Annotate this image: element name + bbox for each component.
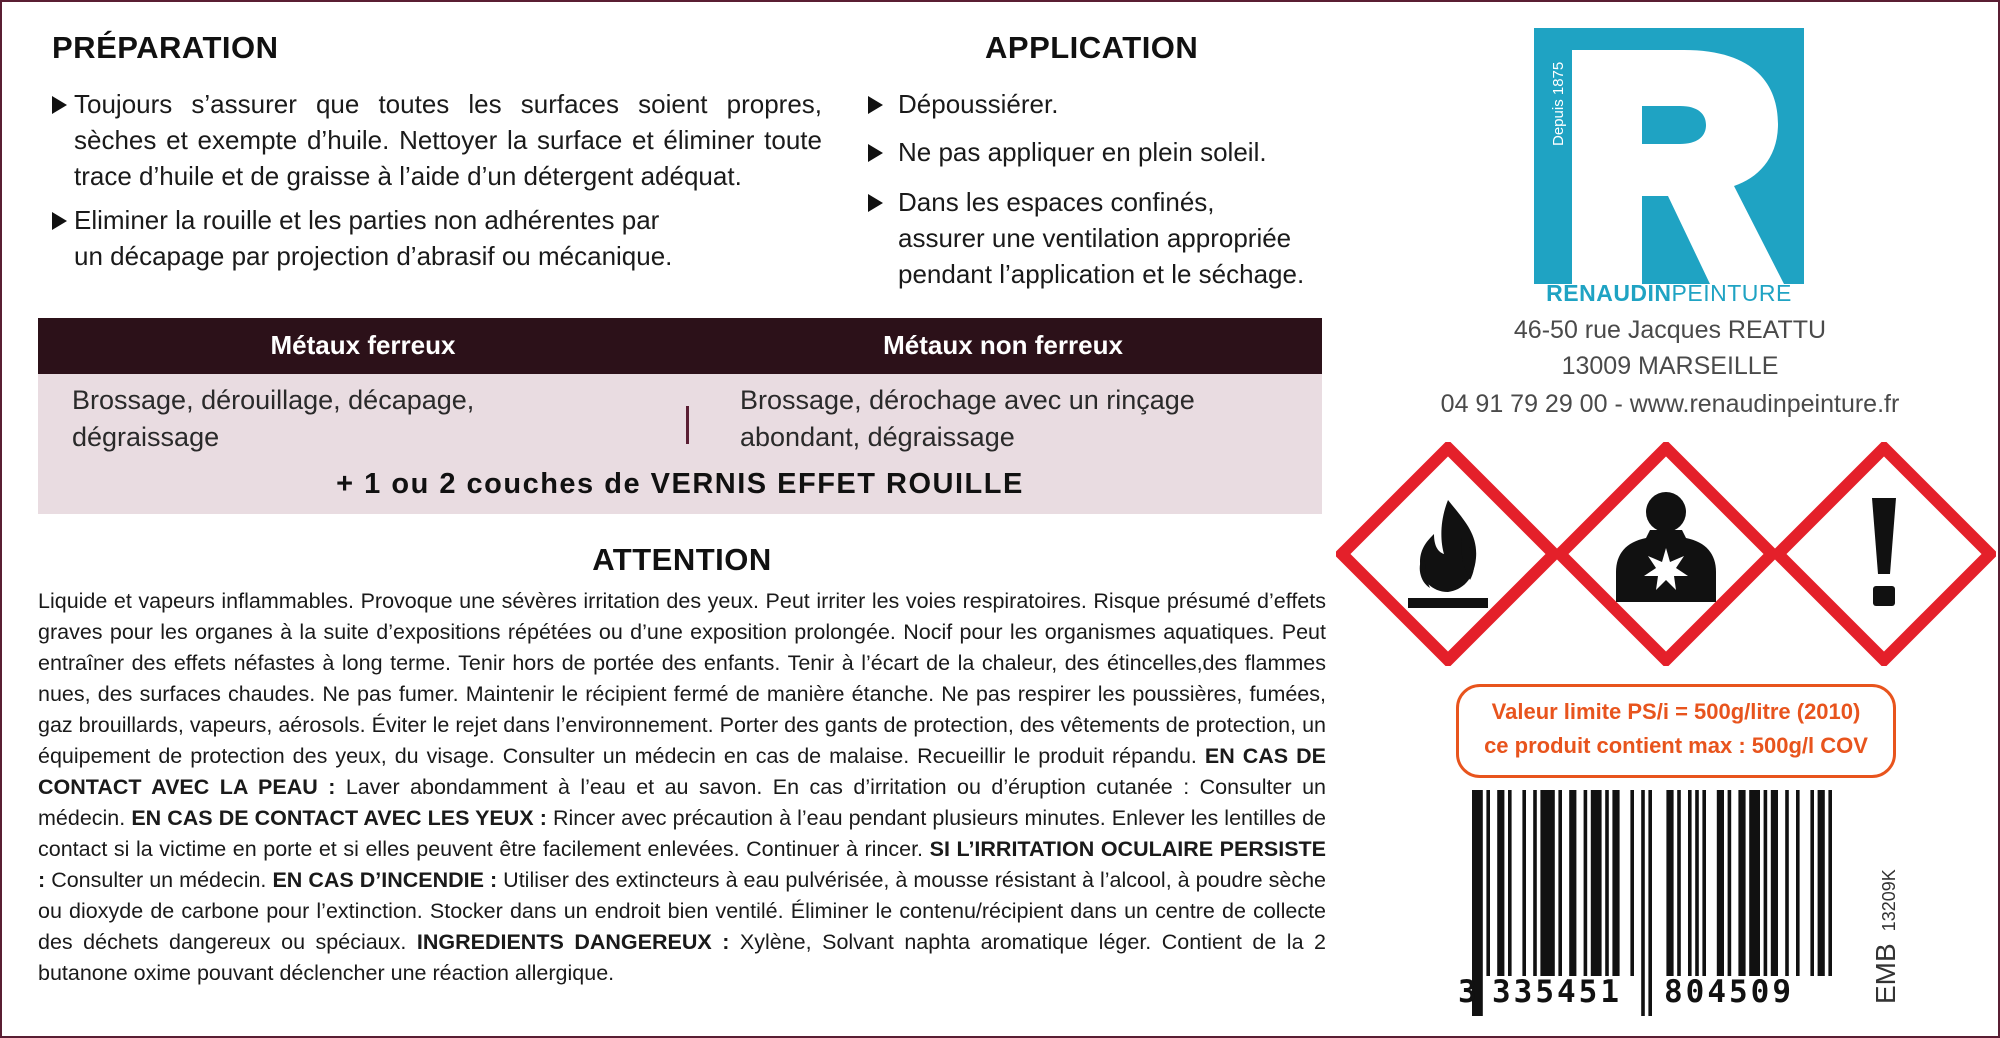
bullet-arrow-icon: [868, 144, 883, 162]
table-column-divider: [686, 406, 689, 444]
ferrous-treatment-line: Brossage, dérouillage, décapage,: [72, 385, 475, 415]
barcode-bar: [1605, 790, 1609, 976]
attention-text-segment: Rincer avec précaution à l’eau pendant plusieurs minutes. Enlever les lentilles de contact si la victime en porte et si elles peuvent être facilement enlevées. Continuer à rincer.: [38, 806, 1326, 861]
preparation-title: PRÉPARATION: [52, 30, 279, 65]
ean-left-group: 335451: [1492, 974, 1622, 1010]
barcode-bar: [1702, 790, 1706, 976]
attention-text-segment: Utiliser des extincteurs à eau pulvérisée, à mousse résistant à l’alcool, à poudre sèche ou dioxyde de carbone pour l’extinction. Stocker dans un endroit bien ventilé. Éliminer le contenu/récipient dans un centre de collecte des déchets dangereux ou spéciaux.: [38, 868, 1327, 954]
r-logo-icon: [1534, 28, 1804, 284]
voc-line-2: ce produit contient max : 500g/l COV: [1484, 733, 1868, 758]
attention-text-segment: Xylène, Solvant naphta aromatique léger. Contient de la 2 butanone oxime pouvant déclencher une réaction allergique.: [38, 930, 1326, 985]
voc-line-1: Valeur limite PS/i = 500g/litre (2010): [1491, 699, 1861, 724]
bullet-line: trace d’huile et de graisse à l’aide d’un détergent adéquat.: [74, 161, 742, 191]
barcode-bar: [1569, 790, 1576, 976]
barcode-bar: [1558, 790, 1562, 976]
barcode-bar: [1486, 790, 1490, 976]
barcode-bar: [1818, 790, 1825, 976]
bullet-arrow-icon: [52, 96, 67, 114]
barcode-bar: [1591, 790, 1602, 976]
non-ferrous-treatment: [740, 382, 1300, 456]
brand-name-light: PEINTURE: [1671, 280, 1792, 306]
non-ferrous-treatment-line: abondant, dégraissage: [740, 422, 1015, 452]
attention-text-segment: Liquide et vapeurs inflammables. Provoque une sévères irritation des yeux. Peut irriter les voies respiratoires. Risque présumé d’effets graves pour les organes à la suite d’expositions répétées ou d’une exposition prolongée. Nocif pour les organismes aquatiques. Peut entraîner des effets néfastes à long terme. Tenir hors de portée des enfants. Tenir à l’écart de la chaleur, des étincelles,des flammes nues, des surfaces chaudes. Ne pas fumer. Maintenir le récipient fermé de manière étanche. Ne pas respirer les poussières, fumées, gaz brouillards, vapeurs, aérosols. Éviter le rejet dans l’environnement. Porter des gants de protection, des vêtements de protection, un équipement de protection des yeux, du visage. Consulter un médecin en cas de malaise. Recueillir le produit répandu.: [38, 589, 1326, 768]
bullet-line: un décapage par projection d’abrasif ou mécanique.: [74, 241, 673, 271]
application-bullet-3: [868, 184, 1328, 292]
brand-wordmark: [1534, 280, 1804, 307]
attention-bold-heading: EN CAS D’INCENDIE :: [272, 868, 498, 892]
packaging-code: [1870, 869, 1902, 1004]
barcode-bar: [1810, 790, 1814, 976]
bullet-line: Toujours s’assurer que toutes les surfaces soient propres,: [74, 89, 822, 119]
barcode-bar: [1728, 790, 1732, 976]
barcode-bar: [1695, 790, 1699, 976]
brand-name-bold: RENAUDIN: [1546, 280, 1672, 306]
barcode-bar: [1738, 790, 1745, 976]
bullet-line: Ne pas appliquer en plein soleil.: [898, 137, 1267, 167]
bullet-line: Dépoussiérer.: [898, 89, 1059, 119]
bullet-line: pendant l’application et le séchage.: [898, 259, 1305, 289]
brand-logo: [1534, 28, 1804, 284]
bullet-line: Eliminer la rouille et les parties non adhérentes par: [74, 205, 660, 235]
application-bullet-1: [868, 86, 1328, 122]
ean-right-group: 804509: [1664, 974, 1794, 1010]
non-ferrous-header: Métaux non ferreux: [883, 330, 1123, 360]
application-title: APPLICATION: [985, 30, 1199, 65]
preparation-bullet-2: [52, 202, 822, 274]
attention-bold-heading: INGREDIENTS DANGEREUX :: [416, 930, 730, 954]
voc-limit-box: [1456, 684, 1896, 778]
bullet-line: assurer une ventilation appropriée: [898, 223, 1292, 253]
barcode-bar: [1749, 790, 1760, 976]
address-city: 13009 MARSEILLE: [1561, 352, 1779, 380]
surface-table-body: [38, 374, 1322, 514]
bullet-line: Dans les espaces confinés,: [898, 187, 1215, 217]
barcode-bar: [1796, 790, 1800, 976]
attention-text-segment: Laver abondamment à l’eau et au savon. En cas d’irritation ou d’éruption cutanée : Consulter un médecin.: [38, 775, 1326, 830]
barcode-bar: [1540, 790, 1554, 976]
barcode-bar: [1828, 790, 1832, 976]
ferrous-header: Métaux ferreux: [270, 330, 456, 360]
bullet-arrow-icon: [868, 96, 883, 114]
attention-bold-heading: SI L’IRRITATION OCULAIRE PERSISTE :: [38, 837, 1327, 892]
barcode-bar: [1648, 790, 1652, 1016]
emb-label: EMB: [1870, 943, 1901, 1004]
brand-since: Depuis 1875: [1550, 61, 1567, 146]
bullet-arrow-icon: [52, 212, 67, 230]
application-bullet-2: [868, 134, 1328, 170]
barcode-bar: [1785, 790, 1789, 976]
barcode-bar: [1630, 790, 1634, 976]
ean-first-digit: 3: [1458, 974, 1477, 1010]
attention-text-segment: Consulter un médecin.: [45, 868, 273, 892]
varnish-coats-note: + 1 ou 2 couches de VERNIS EFFET ROUILLE: [336, 468, 1024, 500]
attention-bold-heading: EN CAS DE CONTACT AVEC LES YEUX :: [131, 806, 547, 830]
barcode-bar: [1771, 790, 1778, 976]
barcode-bar: [1533, 790, 1537, 976]
barcode-bar: [1508, 790, 1512, 976]
barcode-bar: [1764, 790, 1768, 976]
ferrous-treatment: [72, 382, 632, 456]
preparation-bullet-1: [52, 86, 822, 194]
address-street: 46-50 rue Jacques REATTU: [1513, 316, 1827, 344]
attention-text: [38, 586, 1326, 989]
barcode-bar: [1522, 790, 1526, 976]
emb-code: 13209K: [1879, 869, 1899, 932]
bullet-line: sèches et exempte d’huile. Nettoyer la surface et éliminer toute: [74, 125, 822, 155]
barcode-bar: [1677, 790, 1681, 976]
bullet-arrow-icon: [868, 194, 883, 212]
flame-icon: [1336, 442, 1560, 666]
barcode-bar: [1612, 790, 1619, 976]
barcode-bar: [1717, 790, 1724, 976]
barcode-bar: [1497, 790, 1504, 976]
non-ferrous-treatment-line: Brossage, dérochage avec un rinçage: [740, 385, 1195, 415]
barcode-bar: [1666, 790, 1673, 976]
barcode-bar: [1688, 790, 1692, 976]
ferrous-treatment-line: dégraissage: [72, 422, 220, 452]
contact-line: 04 91 79 29 00 - www.renaudinpeinture.fr: [1440, 390, 1900, 418]
attention-bold-heading: EN CAS DE CONTACT AVEC LA PEAU :: [38, 744, 1326, 799]
surface-table-header: [38, 318, 1322, 374]
barcode-bar: [1641, 790, 1645, 1016]
barcode-bar: [1584, 790, 1588, 976]
health-hazard-icon: [1554, 442, 1778, 666]
exclamation-icon: [1772, 442, 1996, 666]
attention-title: ATTENTION: [592, 542, 772, 577]
